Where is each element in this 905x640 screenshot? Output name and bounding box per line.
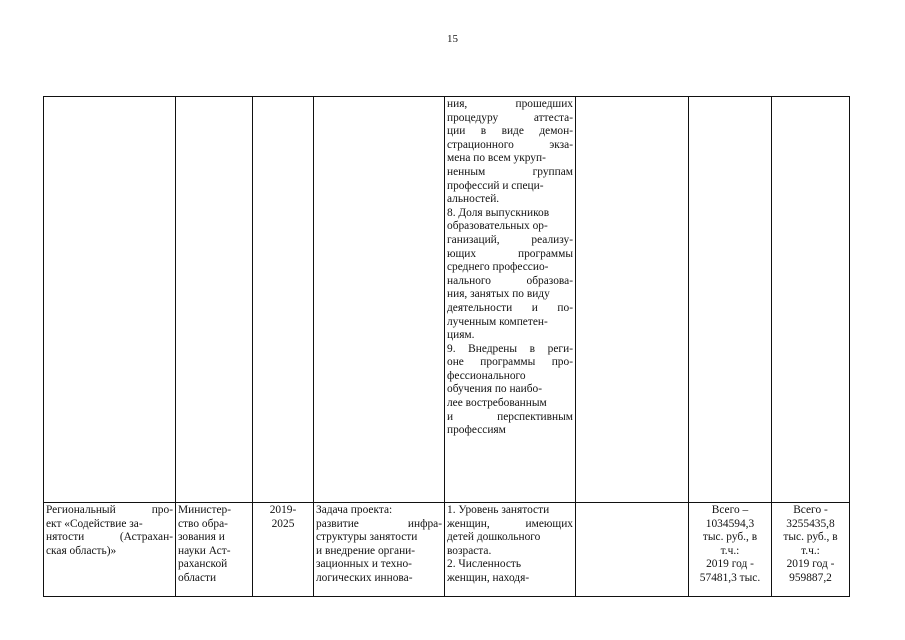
indicators-cell: [445, 503, 576, 597]
text-line: 2. Численность: [447, 558, 522, 571]
text-line: ганизаций, реализу-: [447, 233, 573, 246]
text-line: оне программы про-: [447, 356, 573, 369]
text-line: развитие инфра-: [316, 517, 442, 530]
text-line: и перспективным: [447, 410, 573, 423]
text-line: женщин, находя-: [447, 571, 530, 584]
cell-empty: [689, 97, 772, 503]
text-line: ющих программы: [447, 247, 573, 260]
text-line: Региональный про-: [46, 504, 173, 516]
text-line: ния, занятых по виду: [447, 288, 550, 301]
cell-empty: [576, 97, 689, 503]
text-line: 2019-: [269, 504, 297, 516]
text-line: детей дошкольного: [447, 531, 541, 544]
text-line: альностей.: [447, 193, 500, 206]
text-line: 57481,3 тыс.: [699, 571, 761, 584]
text-line: обучения по наибо-: [447, 383, 542, 396]
text-line: 1034594,3: [705, 517, 755, 530]
cell-empty: [253, 97, 314, 503]
text-line: т.ч.:: [801, 544, 820, 557]
text-line: области: [178, 571, 217, 584]
indicators-cell: [445, 97, 576, 503]
text-line: мена по всем укруп-: [447, 152, 546, 165]
text-line: 8. Доля выпускников: [447, 206, 550, 219]
text-line: ции в виде демон-: [447, 125, 573, 138]
responsible-body-cell: [176, 503, 253, 597]
text-line: зационных и техно-: [316, 558, 412, 571]
text-line: науки Аст-: [178, 544, 231, 557]
text-line: нального образова-: [447, 274, 573, 287]
text-line: 1. Уровень занятости: [447, 504, 550, 516]
text-line: ния, прошедших: [447, 98, 573, 110]
text-line: Задача проекта:: [316, 504, 393, 516]
text-line: тыс. руб., в: [783, 531, 838, 544]
period-cell: [253, 503, 314, 597]
text-line: 9. Внедрены в реги-: [447, 342, 573, 355]
text-line: 2019 год -: [786, 558, 835, 571]
program-table: [43, 96, 850, 597]
text-line: 2025: [271, 517, 295, 530]
text-line: структуры занятости: [316, 531, 418, 544]
cell-empty: [44, 97, 176, 503]
text-line: образовательных ор-: [447, 220, 548, 233]
text-line: профессий и специ-: [447, 179, 544, 192]
text-line: среднего профессио-: [447, 261, 549, 274]
text-line: деятельности и по-: [447, 301, 573, 314]
text-line: зования и: [178, 531, 225, 544]
text-line: лученным компетен-: [447, 315, 548, 328]
table-row: [44, 97, 850, 503]
cell-empty: [314, 97, 445, 503]
cell-empty: [772, 97, 850, 503]
cell-empty: [576, 503, 689, 597]
text-line: 3255435,8: [786, 517, 835, 530]
text-line: нятости (Астрахан-: [46, 531, 173, 544]
text-line: ект «Содействие за-: [46, 517, 143, 530]
text-line: Министер-: [178, 504, 231, 516]
text-line: 959887,2: [789, 571, 832, 584]
text-line: Всего –: [711, 504, 749, 516]
text-line: раханской: [178, 558, 228, 571]
page-number: 15: [447, 33, 458, 45]
funding-cell: [772, 503, 850, 597]
task-cell: [314, 503, 445, 597]
text-line: ство обра-: [178, 517, 228, 530]
text-line: ская область)»: [46, 544, 117, 557]
text-line: страционного экза-: [447, 138, 573, 151]
funding-cell: [689, 503, 772, 597]
project-name-cell: [44, 503, 176, 597]
text-line: и внедрение органи-: [316, 544, 416, 557]
table-row: [44, 503, 850, 597]
text-line: 2019 год -: [706, 558, 754, 571]
text-line: профессиям: [447, 424, 506, 437]
text-line: процедуру аттеста-: [447, 111, 573, 124]
text-line: лее востребованным: [447, 397, 547, 410]
text-line: Всего -: [793, 504, 828, 516]
text-line: возраста.: [447, 544, 492, 557]
text-line: тыс. руб., в: [702, 531, 758, 544]
text-line: фессионального: [447, 369, 526, 382]
text-line: женщин, имеющих: [447, 517, 573, 530]
text-line: логических иннова-: [316, 571, 413, 584]
text-line: ненным группам: [447, 165, 573, 178]
cell-empty: [176, 97, 253, 503]
text-line: т.ч.:: [720, 544, 740, 557]
text-line: циям.: [447, 329, 475, 342]
